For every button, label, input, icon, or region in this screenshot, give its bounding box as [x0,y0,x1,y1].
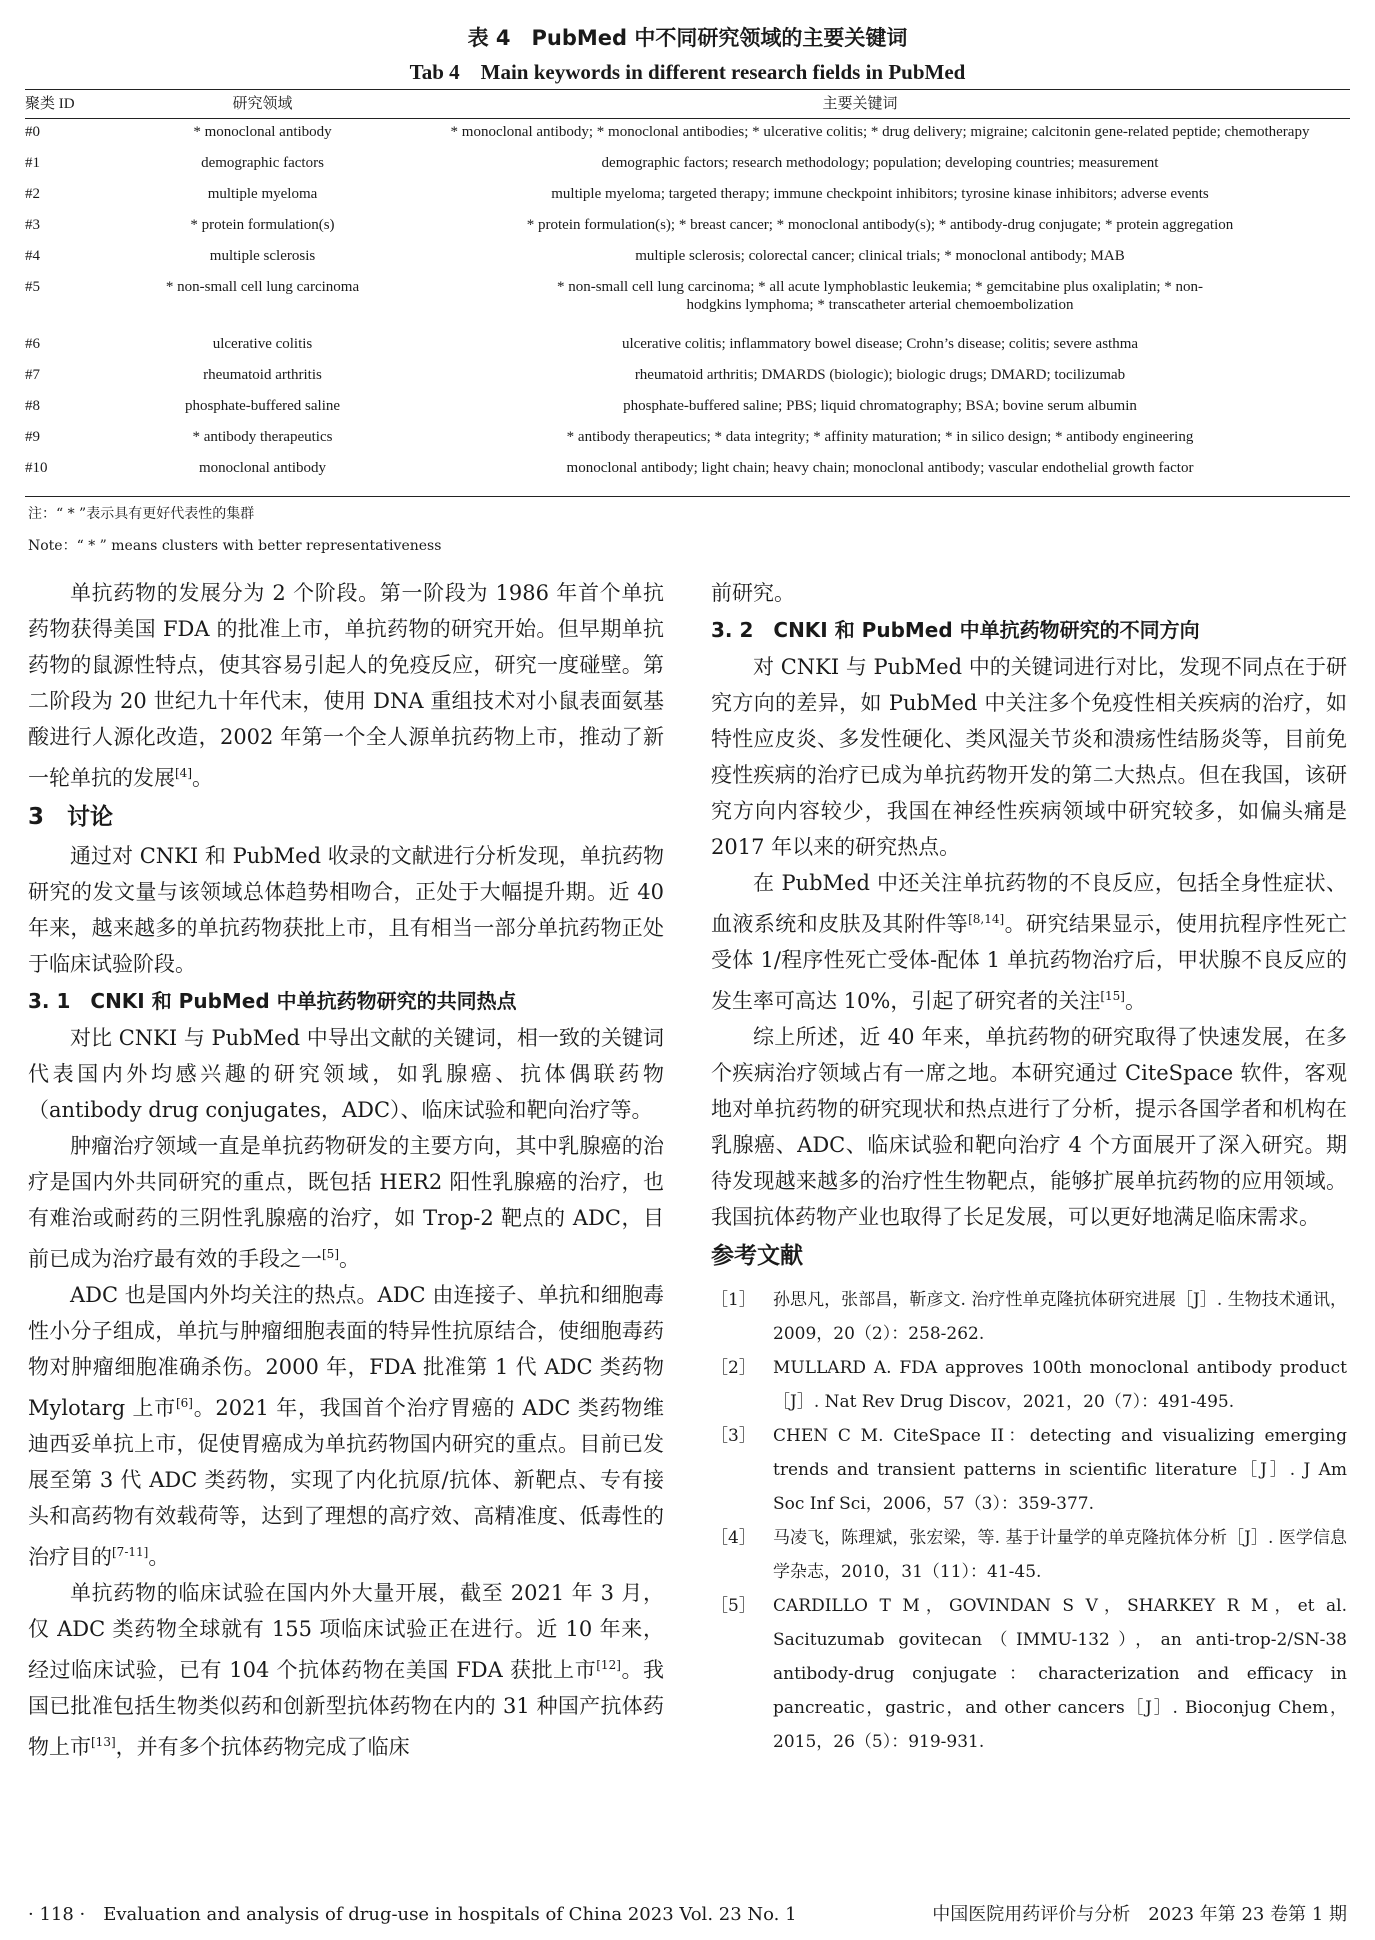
research-field: * protein formulation(s) [190,217,335,233]
section-heading: 3 讨论 [28,804,114,830]
table-caption-cn: 表 4 PubMed 中不同研究领域的主要关键词 [467,26,908,50]
table-row [25,366,1350,397]
keywords: multiple myeloma; targeted therapy; immune checkpoint inhibitors; tyrosine kinase inhibitors; adverse events [551,186,1209,202]
table-header-row [25,91,1350,117]
table-row [25,428,1350,459]
cluster-id: #4 [25,248,40,264]
table-caption-en: Tab 4 Main keywords in different research fields in PubMed [409,60,966,84]
research-field: monoclonal antibody [198,460,327,476]
keyword-table [25,91,1350,490]
keywords: multiple sclerosis; colorectal cancer; clinical trials; * monoclonal antibody; MAB [635,248,1125,264]
research-field: * antibody therapeutics [192,429,333,445]
table-bottom-rule [25,496,1350,497]
paragraph: 通过对 CNKI 和 PubMed 收录的文献进行分析发现，单抗药物研究的发文量与该领域总体趋势相吻合，正处于大幅提升期。近 40 年来，越来越多的单抗药物获批上市，且有相当一部分单抗药物正处于临床试验阶段。 [28,844,664,976]
table-row [25,459,1350,490]
header-cluster-id: 聚类 ID [25,96,75,112]
table-row [25,185,1350,216]
keywords: * protein formulation(s); * breast cancer; * monoclonal antibody(s); * antibody-drug conjugate; * protein aggregation [526,217,1234,233]
research-field: rheumatoid arthritis [203,367,322,383]
citation: [15] [1100,989,1125,1003]
paragraph: 肿瘤治疗领域一直是单抗药物研发的主要方向，其中乳腺癌的治疗是国内外共同研究的重点，既包括 HER2 阳性乳腺癌的治疗，也有难治或耐药的三阴性乳腺癌的治疗，如 Trop-2 靶点的 ADC，目前已成为治疗最有效的手段之一[5]。 [28,1134,664,1271]
table-row [25,154,1350,185]
paragraph: 单抗药物的发展分为 2 个阶段。第一阶段为 1986 年首个单抗药物获得美国 FDA 的批准上市，单抗药物的研究开始。但早期单抗药物的鼠源性特点，使其容易引起人的免疫反应，研究一度碰壁。第二阶段为 20 世纪九十年代末，使用 DNA 重组技术对小鼠表面氨基酸进行人源化改造，2002 年第一个全人源单抗药物上市，推动了新一轮单抗的发展[4]。 [28,581,664,790]
research-field: ulcerative colitis [212,336,313,352]
citation: [8,14] [968,912,1005,926]
reference-list [711,1283,1347,1759]
cluster-id: #6 [25,336,40,352]
cluster-id: #5 [25,279,40,295]
keywords: rheumatoid arthritis; DMARDS (biologic); biologic drugs; DMARD; tocilizumab [634,367,1126,383]
citation: [13] [91,1735,116,1749]
table-note-cn: 注：“ * ”表示具有更好代表性的集群 [28,506,255,522]
citation: [12] [596,1658,621,1672]
left-column [28,575,664,1765]
right-column [711,575,1347,1759]
cluster-id: #10 [25,460,48,476]
cluster-id: #7 [25,367,40,383]
table-row [25,278,1350,335]
keywords: * non-small cell lung carcinoma; * all acute lymphoblastic leukemia; * gemcitabine plus oxaliplatin; * non-hodgkins lymphoma; * transcatheter arterial chemoembolization [556,279,1204,313]
table-row [25,117,1350,154]
keywords: * monoclonal antibody; * monoclonal antibodies; * ulcerative colitis; * drug delivery; migraine; calcitonin gene-related peptide; chemotherapy [450,124,1310,140]
table-note-en: Note：“ * ” means clusters with better representativeness [28,538,442,554]
page-footer-left: · 118 · Evaluation and analysis of drug-use in hospitals of China 2023 Vol. 23 No. 1 [28,1904,797,1925]
table-row [25,335,1350,366]
subsection-heading: 3. 1 CNKI 和 PubMed 中单抗药物研究的共同热点 [28,989,517,1013]
header-keywords: 主要关键词 [822,96,898,112]
keywords: * antibody therapeutics; * data integrity; * affinity maturation; * in silico design; * antibody engineering [566,429,1194,445]
citation: [6] [175,1396,193,1410]
paragraph: 对 CNKI 与 PubMed 中的关键词进行对比，发现不同点在于研究方向的差异，如 PubMed 中关注多个免疫性相关疾病的治疗，如特性应皮炎、多发性硬化、类风湿关节炎和溃疡性结肠炎等，目前免疫性疾病的治疗已成为单抗药物开发的第二大热点。但在我国，该研究方向内容较少，我国在神经性疾病领域中研究较多，如偏头痛是 2017 年以来的研究热点。 [711,655,1347,859]
page-footer-right: 中国医院用药评价与分析 2023 年第 23 卷第 1 期 [932,1904,1347,1925]
keywords: monoclonal antibody; light chain; heavy chain; monoclonal antibody; vascular endothelial growth factor [566,460,1194,476]
reference-item: ［5］ CARDILLO T M，GOVINDAN S V，SHARKEY R M，et al. Sacituzumab govitecan（IMMU-132），an anti-trop-2/SN-38 antibody-drug conjugate：characterization and efficacy in pancreatic，gastric，and other cancers［J］. Bioconjug Chem，2015，26（5）：919-931. [711,1596,1347,1752]
keywords: demographic factors; research methodology; population; developing countries; measurement [601,155,1159,171]
keywords: ulcerative colitis; inflammatory bowel disease; Crohn’s disease; colitis; severe asthma [621,336,1139,352]
table-row [25,216,1350,247]
cluster-id: #9 [25,429,40,445]
research-field: multiple myeloma [207,186,318,202]
table-row [25,247,1350,278]
research-field: demographic factors [201,155,324,171]
reference-item: ［3］ CHEN C M. CiteSpace II：detecting and visualizing emerging trends and transient patterns in scientific literature［J］. J Am Soc Inf Sci，2006，57（3）：359-377. [711,1426,1347,1514]
paragraph: 在 PubMed 中还关注单抗药物的不良反应，包括全身性症状、血液系统和皮肤及其附件等[8,14]。研究结果显示，使用抗程序性死亡受体 1/程序性死亡受体-配体 1 单抗药物治疗后，甲状腺不良反应的发生率可高达 10%，引起了研究者的关注[15]。 [711,871,1348,1013]
table-top-rule [25,89,1350,90]
cluster-id: #1 [25,155,40,171]
research-field: multiple sclerosis [209,248,316,264]
reference-item: ［4］ 马凌飞，陈理斌，张宏梁，等. 基于计量学的单克隆抗体分析［J］. 医学信息学杂志，2010，31（11）：41-45. [711,1528,1347,1582]
table-row [25,397,1350,428]
subsection-heading: 3. 2 CNKI 和 PubMed 中单抗药物研究的不同方向 [711,618,1200,642]
citation: [4] [175,766,192,780]
reference-item: ［2］ MULLARD A. FDA approves 100th monoclonal antibody product［J］. Nat Rev Drug Discov，2021，20（7）：491-495. [711,1358,1347,1412]
paragraph: 前研究。 [711,581,795,605]
cluster-id: #8 [25,398,40,414]
citation: [5] [322,1247,339,1261]
research-field: * non-small cell lung carcinoma [165,279,360,295]
reference-item: ［1］ 孙思凡，张部昌，靳彦文. 治疗性单克隆抗体研究进展［J］. 生物技术通讯，2009，20（2）：258-262. [711,1290,1347,1344]
paragraph: ADC 也是国内外均关注的热点。ADC 由连接子、单抗和细胞毒性小分子组成，单抗与肿瘤细胞表面的特异性抗原结合，使细胞毒药物对肿瘤细胞准确杀伤。2000 年，FDA 批准第 1 代 ADC 类药物 Mylotarg 上市[6]。2021 年，我国首个治疗胃癌的 ADC 类药物维迪西妥单抗上市，促使胃癌成为单抗药物国内研究的重点。目前已发展至第 3 代 ADC 类药物，实现了内化抗原/抗体、新靶点、专有接头和高药物有效载荷等，达到了理想的高疗效、高精准度、低毒性的治疗目的[7-11]。 [28,1283,665,1569]
cluster-id: #2 [25,186,40,202]
citation: [7-11] [112,1545,149,1559]
header-research-field: 研究领域 [232,96,293,112]
research-field: * monoclonal antibody [193,124,332,140]
keywords: phosphate-buffered saline; PBS; liquid chromatography; BSA; bovine serum albumin [623,398,1137,414]
cluster-id: #3 [25,217,40,233]
research-field: phosphate-buffered saline [184,398,341,414]
references-heading: 参考文献 [711,1243,803,1269]
paragraph: 综上所述，近 40 年来，单抗药物的研究取得了快速发展，在多个疾病治疗领域占有一席之地。本研究通过 CiteSpace 软件，客观地对单抗药物的研究现状和热点进行了分析，提示各国学者和机构在乳腺癌、ADC、临床试验和靶向治疗 4 个方面展开了深入研究。期待发现越来越多的治疗性生物靶点，能够扩展单抗药物的应用领域。我国抗体药物产业也取得了长足发展，可以更好地满足临床需求。 [711,1025,1347,1229]
cluster-id: #0 [25,124,40,140]
paragraph: 单抗药物的临床试验在国内外大量开展，截至 2021 年 3 月，仅 ADC 类药物全球就有 155 项临床试验正在进行。近 10 年来，经过临床试验，已有 104 个抗体药物在美国 FDA 获批上市[12]。我国已批准包括生物类似药和创新型抗体药物在内的 31 种国产抗体药物上市[13]，并有多个抗体药物完成了临床 [28,1581,665,1759]
paragraph: 对比 CNKI 与 PubMed 中导出文献的关键词，相一致的关键词代表国内外均感兴趣的研究领域，如乳腺癌、抗体偶联药物（antibody drug conjugates，ADC）、临床试验和靶向治疗等。 [28,1026,664,1122]
